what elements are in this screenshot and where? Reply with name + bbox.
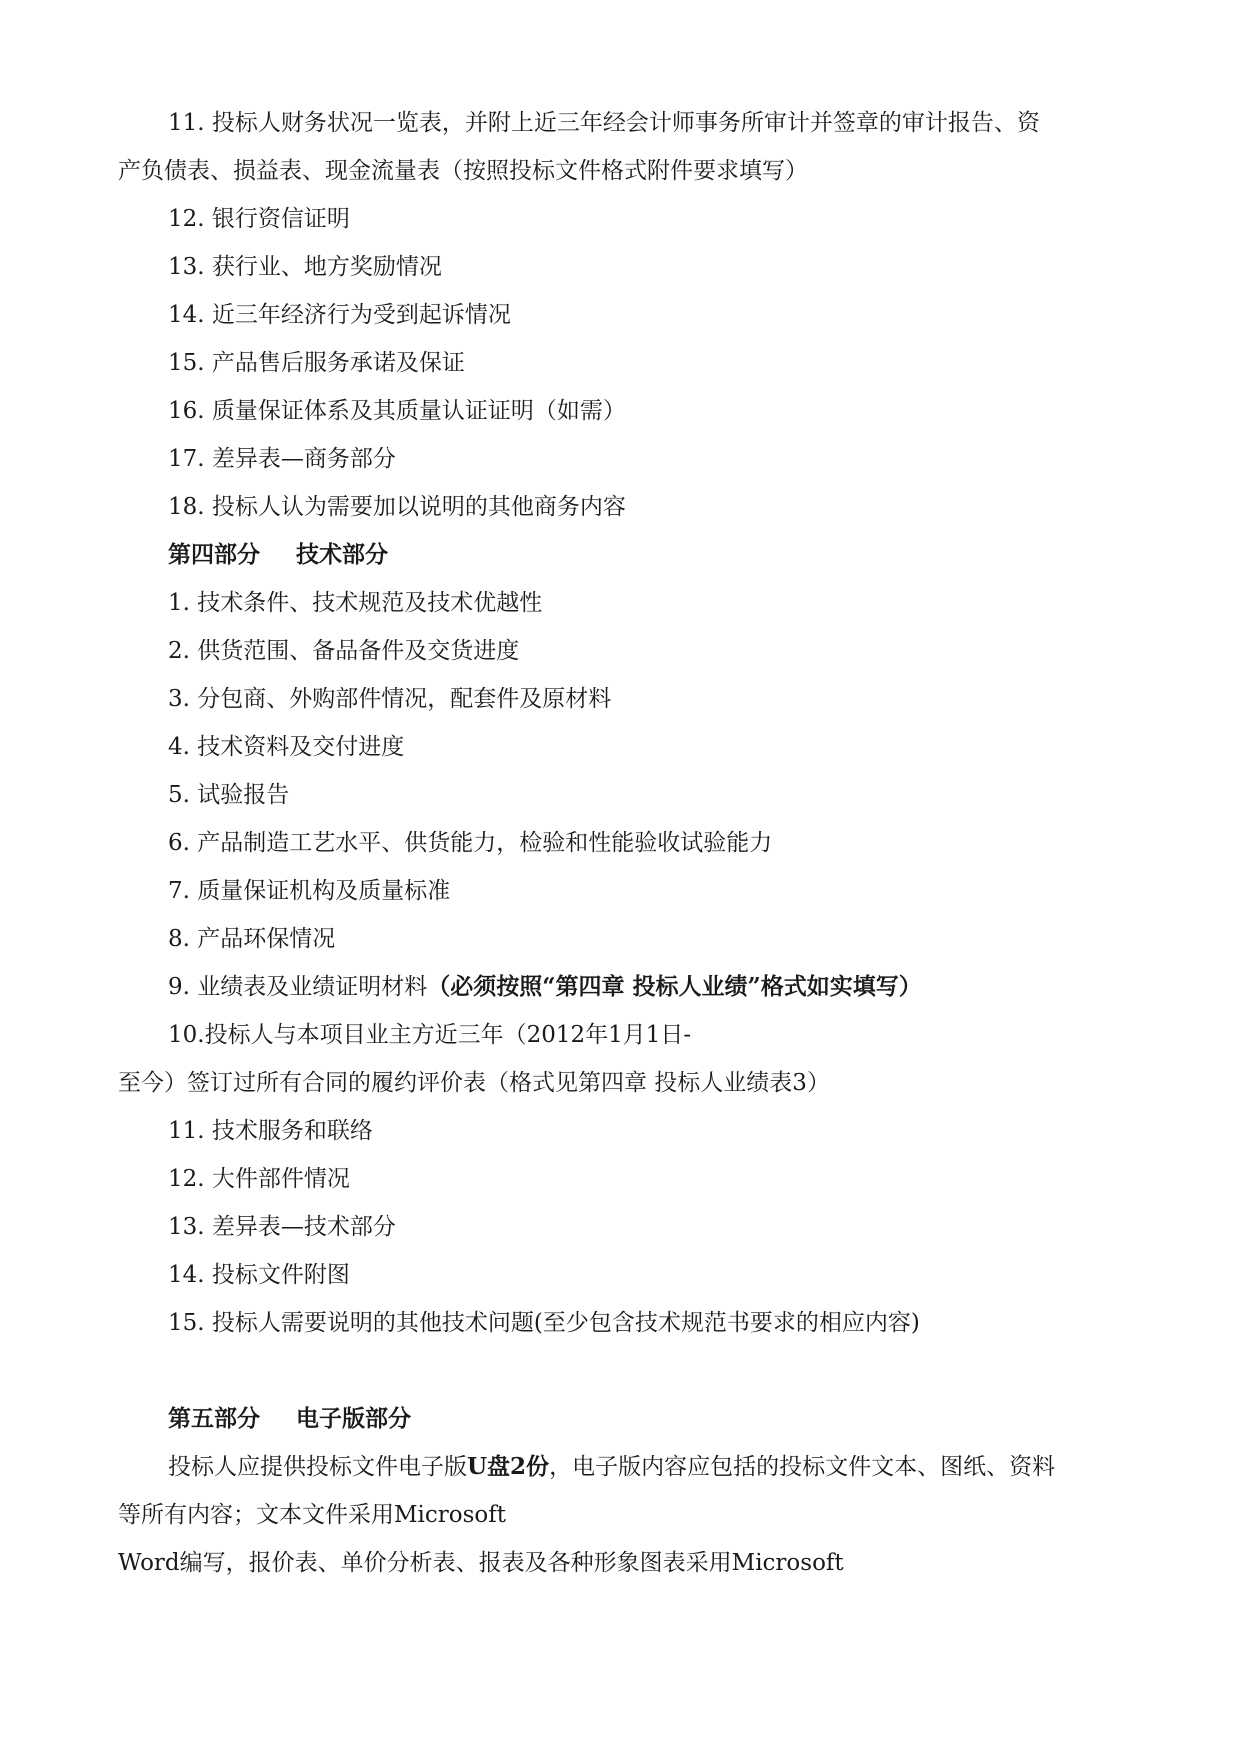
part5-paragraph-line3: Word编写，报价表、单价分析表、报表及各种形象图表采用Microsoft [118,1550,844,1576]
tech-item-3: 3. 分包商、外购部件情况，配套件及原材料 [168,686,612,712]
commercial-item-12: 12. 银行资信证明 [168,206,350,232]
tech-item-9 [168,972,922,1002]
tech-item-7: 7. 质量保证机构及质量标准 [168,878,451,904]
part5-title: 第五部分 [168,1405,260,1432]
tech-item-14: 14. 投标文件附图 [168,1262,350,1288]
commercial-item-14: 14. 近三年经济行为受到起诉情况 [168,302,511,328]
commercial-item-17: 17. 差异表—商务部分 [168,446,396,472]
part5-text-b: ，电子版内容应包括的投标文件文本、图纸、资料 [549,1454,1056,1480]
tech-item-13: 13. 差异表—技术部分 [168,1214,396,1240]
tech-item-4: 4. 技术资料及交付进度 [168,734,405,760]
part5-text-a: 投标人应提供投标文件电子版 [168,1454,467,1480]
part4-heading [168,540,388,570]
commercial-item-16: 16. 质量保证体系及其质量认证证明（如需） [168,398,626,424]
commercial-item-18: 18. 投标人认为需要加以说明的其他商务内容 [168,494,626,520]
tech-item-11: 11. 技术服务和联络 [168,1118,373,1144]
tech-item-9-note: （必须按照“第四章 投标人业绩”格式如实填写） [427,973,922,1000]
part5-usb-count: U盘2份 [467,1453,550,1480]
tech-item-1: 1. 技术条件、技术规范及技术优越性 [168,590,543,616]
tech-item-12: 12. 大件部件情况 [168,1166,350,1192]
tech-item-10-line2: 至今）签订过所有合同的履约评价表（格式见第四章 投标人业绩表3） [118,1070,830,1096]
tech-item-10-line1: 10.投标人与本项目业主方近三年（2012年1月1日- [168,1022,692,1048]
part5-paragraph-line2: 等所有内容；文本文件采用Microsoft [118,1502,507,1528]
part5-subtitle: 电子版部分 [296,1405,411,1432]
commercial-item-11-line1: 11. 投标人财务状况一览表，并附上近三年经会计师事务所审计并签章的审计报告、资 [168,110,1040,136]
tech-item-2: 2. 供货范围、备品备件及交货进度 [168,638,520,664]
tech-item-5: 5. 试验报告 [168,782,290,808]
part5-paragraph-line1 [168,1452,1055,1482]
part4-title: 第四部分 [168,541,260,568]
part4-subtitle: 技术部分 [296,541,388,568]
tech-item-15: 15. 投标人需要说明的其他技术问题(至少包含技术规范书要求的相应内容) [168,1310,920,1336]
part5-heading [168,1404,411,1434]
commercial-item-11-line2: 产负债表、损益表、现金流量表（按照投标文件格式附件要求填写） [118,158,808,184]
commercial-item-13: 13. 获行业、地方奖励情况 [168,254,442,280]
tech-item-8: 8. 产品环保情况 [168,926,336,952]
tech-item-9-text: 9. 业绩表及业绩证明材料 [168,974,428,1000]
commercial-item-15: 15. 产品售后服务承诺及保证 [168,350,465,376]
tech-item-6: 6. 产品制造工艺水平、供货能力，检验和性能验收试验能力 [168,830,773,856]
